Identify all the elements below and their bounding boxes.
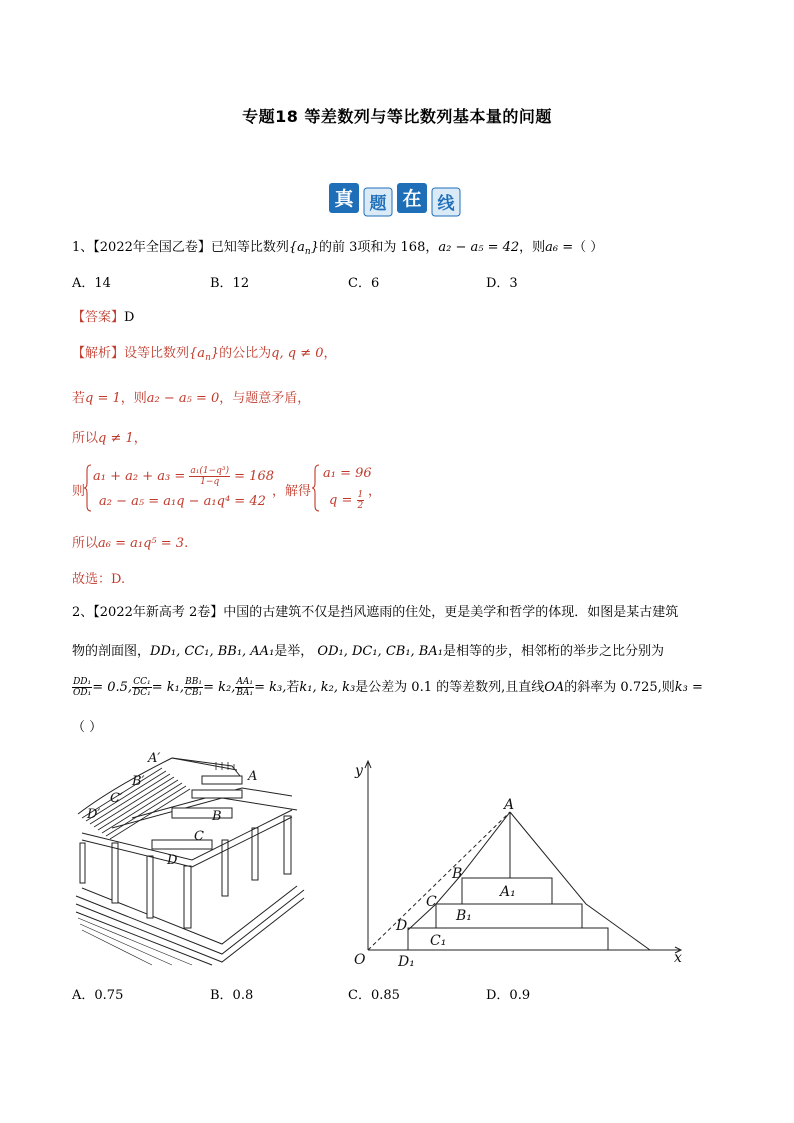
q2-number: 2、: [72, 605, 94, 620]
q1-option-d[interactable]: D．3: [486, 276, 518, 291]
q1-option-c[interactable]: C．6: [348, 276, 380, 291]
q2-option-b[interactable]: B．0.8: [210, 988, 254, 1003]
fig2-label-c1: C₁: [430, 933, 447, 949]
analysis-text: 所以: [72, 431, 99, 446]
q1-number: 1、: [72, 240, 94, 255]
q2-stem-line-2: [72, 640, 664, 659]
fig1-label: B: [212, 809, 222, 824]
analysis-text-d: ，: [323, 346, 337, 361]
q2-math: k₁, k₂, k₃: [299, 680, 356, 695]
analysis-math: a₆ = a₁q⁵ = 3: [98, 536, 185, 551]
q1-condition: a₂ − a₅ = 42: [438, 240, 520, 255]
building-section-figure: [72, 748, 308, 966]
analysis-line-6: 故选：D.: [72, 572, 126, 587]
fig2-label-d1: D₁: [398, 954, 415, 970]
fig2-label-x: x: [674, 950, 682, 966]
page-title: 专题18 等差数列与等比数列基本量的问题: [242, 107, 552, 126]
fig1-label: A′: [148, 751, 161, 766]
system-1-row-2: a₂ − a₅ = a₁q − a₁q⁴ = 42: [99, 494, 266, 509]
q2-stem-line-3: [72, 676, 703, 698]
badge-char: 线: [437, 194, 455, 214]
analysis-math: q, q ≠ 0: [271, 346, 324, 361]
q1-option-a[interactable]: A．14: [72, 276, 111, 291]
analysis-text: ，则: [120, 391, 147, 406]
fig2-label-o: O: [354, 952, 366, 968]
badge-char: 在: [402, 188, 422, 210]
q2-stem-text: 是相等的步，相邻桁的举步之比分别为: [442, 644, 664, 659]
left-brace-icon: [84, 464, 92, 512]
q2-math: OA: [544, 680, 565, 695]
fig1-label: C: [194, 829, 204, 844]
frac-den: 2: [357, 501, 364, 511]
fig2-label-y: y: [355, 763, 363, 779]
fig2-label-d: D: [396, 918, 408, 934]
analysis-math: q = 1: [85, 391, 121, 406]
coordinate-figure: [340, 752, 690, 974]
system-2-row-2: [329, 490, 364, 511]
q2-option-a[interactable]: A．0.75: [72, 988, 124, 1003]
q2-math: = 0.5,: [92, 680, 133, 695]
analysis-text: 设等比数列: [124, 346, 190, 361]
left-brace-icon: [312, 464, 320, 512]
system-1-row-1: [93, 466, 274, 487]
fig2-label-a: A: [504, 797, 515, 813]
frac-den: 1−q: [200, 477, 220, 487]
sys-text: = 168: [234, 469, 274, 484]
q2-paren: （ ）: [72, 720, 103, 735]
q2-stem-text: 物的剖面图，: [72, 644, 151, 659]
q2-stem-text: 的斜率为 0.725,则: [564, 680, 675, 695]
sys-text: q =: [329, 493, 353, 508]
q2-option-c[interactable]: C．0.85: [348, 988, 400, 1003]
fig1-label: A: [248, 769, 258, 784]
fig2-label-b1: B₁: [456, 908, 472, 924]
analysis-text: ，: [368, 484, 382, 499]
analysis-text: ，: [133, 431, 147, 446]
analysis-line-1: [72, 342, 337, 363]
analysis-line-3: [72, 427, 147, 446]
answer-tag: 【答案】: [72, 310, 125, 325]
frac-den: BA₁: [236, 688, 254, 698]
q1-stem: [72, 236, 603, 257]
ratio-fraction: [72, 677, 92, 698]
fig1-label: B′: [132, 774, 145, 789]
q1-stem-text-c: ，则: [519, 240, 546, 255]
fig2-label-a1: A₁: [500, 884, 516, 900]
analysis-text: ，与题意矛盾，: [219, 391, 311, 406]
analysis-line-2: [72, 387, 310, 406]
frac-den: OD₁: [73, 688, 92, 698]
line-oa: [368, 812, 510, 950]
sys-text: a₁ + a₂ + a₃ =: [93, 469, 186, 484]
analysis-seq-close: }: [210, 346, 220, 361]
frac-num: CC₁: [133, 677, 151, 687]
fig1-label: C′: [110, 791, 123, 806]
section-badge: [327, 181, 467, 217]
q2-stem-text: 是举，: [274, 644, 318, 659]
analysis-text: 所以: [72, 536, 99, 551]
sys-fraction: [357, 490, 365, 511]
q2-source: 【2022年新高考 2卷】: [93, 605, 224, 620]
system-2-row-1: a₁ = 96: [323, 466, 372, 481]
q1-answer-line: [72, 306, 134, 325]
frac-num: BB₁: [185, 677, 202, 687]
ratio-fraction: [184, 677, 203, 698]
q1-stem-text-b: 的前 3项和为 168，: [319, 240, 439, 255]
fig2-label-c: C: [426, 894, 437, 910]
ratio-fraction: [235, 677, 254, 698]
q2-stem-text: 若: [286, 680, 300, 695]
analysis-seq-a: {a: [189, 346, 206, 361]
q1-stem-text: 已知等比数列: [210, 240, 289, 255]
q2-option-d[interactable]: D．0.9: [486, 988, 531, 1003]
q1-seq-sub: n: [304, 247, 311, 257]
q2-stem-line-1: [72, 601, 678, 620]
q1-seq-close: }: [310, 240, 319, 255]
badge-char: 题: [369, 194, 387, 214]
q2-stem-text: 中国的古建筑不仅是挡风遮雨的住处，更是美学和哲学的体现．如图是某古建筑: [223, 605, 679, 620]
fig1-label: D′: [87, 807, 101, 822]
analysis-text: 则: [72, 484, 86, 499]
ratio-fraction: [132, 677, 152, 698]
answer-value: D: [124, 310, 135, 325]
analysis-text: ，解得: [272, 484, 312, 499]
q2-math: = k₁,: [151, 680, 185, 695]
frac-den: DC₁: [133, 688, 151, 698]
analysis-line-5: [72, 532, 188, 551]
q1-source: 【2022年全国乙卷】: [93, 240, 211, 255]
frac-num: a₁(1−q³): [190, 466, 230, 476]
q2-math: = k₂,: [203, 680, 236, 695]
q1-seq: [289, 240, 319, 255]
q2-math: = k₃,: [254, 680, 287, 695]
analysis-text: 若: [72, 391, 86, 406]
analysis-tag: 【解析】: [72, 346, 125, 361]
q2-math: OD₁, DC₁, CB₁, BA₁: [317, 644, 443, 659]
sys-fraction: [189, 466, 230, 487]
badge-char: 真: [334, 188, 354, 210]
q1-paren: （ ）: [573, 240, 604, 255]
frac-num: DD₁: [73, 677, 92, 687]
analysis-text: .: [184, 536, 189, 551]
analysis-math: a₂ − a₅ = 0: [146, 391, 220, 406]
frac-num: 1: [357, 490, 364, 500]
q1-seq-a: {a: [288, 240, 305, 255]
fig1-label: D: [167, 853, 178, 868]
frac-den: CB₁: [185, 688, 203, 698]
q2-math: k₃ =: [674, 680, 703, 695]
analysis-seq: [189, 346, 219, 361]
analysis-text-b: 的公比为: [219, 346, 272, 361]
q2-stem-text: 是公差为 0.1 的等差数列,且直线: [355, 680, 545, 695]
analysis-math: q ≠ 1: [98, 431, 134, 446]
q2-math: DD₁, CC₁, BB₁, AA₁: [150, 644, 275, 659]
q1-ask: a₆ =: [545, 240, 574, 255]
roof-right: [510, 812, 650, 950]
analysis-seq-sub: n: [205, 353, 211, 363]
frac-num: AA₁: [236, 677, 254, 687]
q1-option-b[interactable]: B．12: [210, 276, 250, 291]
fig2-label-b: B: [452, 866, 463, 882]
